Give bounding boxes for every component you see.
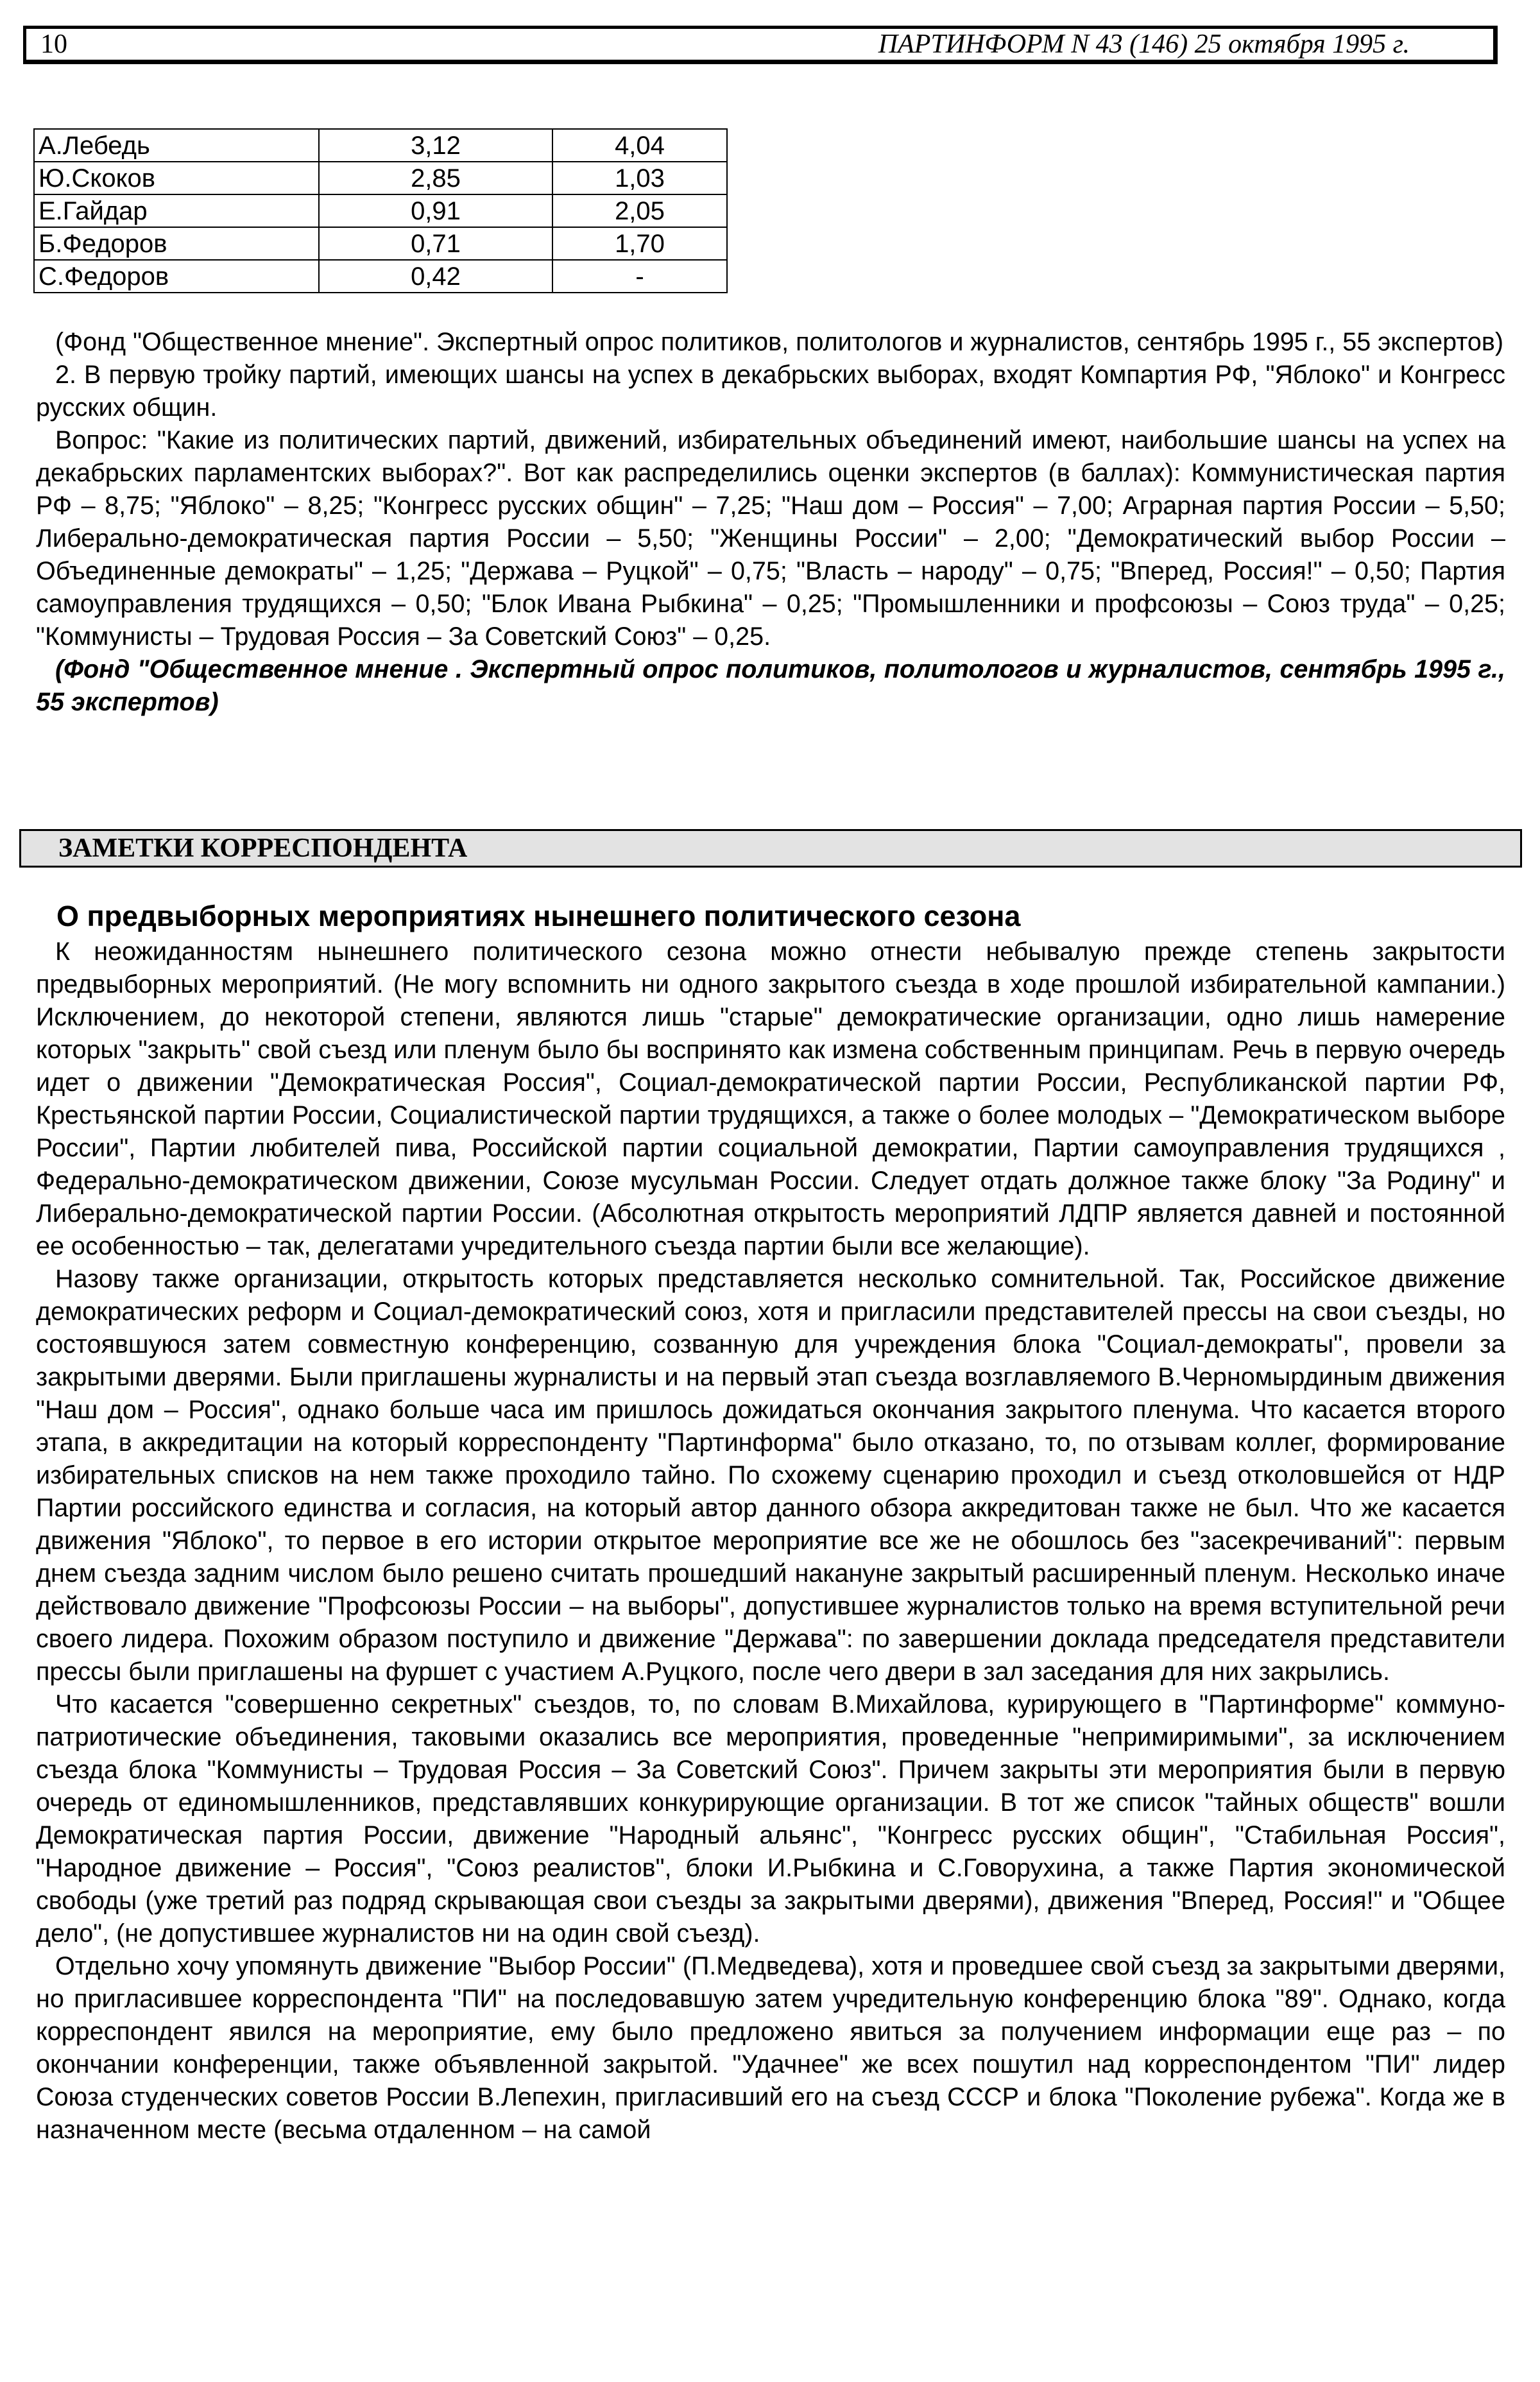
survey-block (36, 326, 1505, 719)
table-cell: 4,04 (552, 129, 727, 162)
table-row (34, 260, 727, 293)
table-cell: 2,85 (319, 162, 552, 194)
survey-source-bold: (Фонд "Общественное мнение . Экспертный опрос политиков, политологов и журналистов, сентябрь 1995 г., 55 экспертов) (36, 655, 1505, 716)
table-row (34, 129, 727, 162)
article-paragraph: Назову также организации, открытость которых представляется несколько сомнительной. Так, Российское движение демократических реформ и Социал-демократический союз, хотя и пригласили представителей прессы на свои съезды, но состоявшуюся затем совместную конференцию, созванную для учреждения блока "Социал-демократы", провели за закрытыми дверями. Были приглашены журналисты и на первый этап съезда возглавляемого В.Черномырдиным движения "Наш дом – Россия", однако больше часа им пришлось дожидаться окончания закрытого пленума. Что касается второго этапа, в аккредитации на который корреспонденту "Партинформа" было отказано, то, по отзывам коллег, формирование избирательных списков на нем также проходило тайно. По схожему сценарию проходил и съезд отколовшейся от НДР Партии российского единства и согласия, на который автор данного обзора аккредитован также не был. Что же касается движения "Яблоко", то первое в его истории открытое мероприятие все же не обошлось без "засекречиваний": первым днем съезда задним числом было решено считать прошедший накануне закрытый расширенный пленум. Несколько иначе действовало движение "Профсоюзы России – на выборы", допустившее журналистов только на время вступительной речи своего лидера. Похожим образом поступило и движение "Держава": по завершении доклада председателя представители прессы были приглашены на фуршет с участием А.Руцкого, после чего двери в зал заседания для них закрылись. (36, 1265, 1505, 1686)
article-paragraph: Что касается "совершенно секретных" съездов, то, по словам В.Михайлова, курирующего в "Партинформе" коммуно-патриотические объединения, таковыми оказались все мероприятия, проведенные "непримиримыми", за исключением съезда блока "Коммунисты – Трудовая Россия – За Советский Союз". Причем закрыты эти мероприятия были в первую очередь от единомышленников, представлявших конкурирующие организации. В тот же список "тайных обществ" вошли Демократическая партия России, движение "Народный альянс", "Конгресс русских общин", "Стабильная Россия", "Народное движение – Россия", "Союз реалистов", блоки И.Рыбкина и С.Говорухина, а также Партия экономической свободы (уже третий раз подряд скрывающая свои съезды за закрытыми дверями), движения "Вперед, Россия!" и "Общее дело", (не допустившее журналистов ни на один свой съезд). (36, 1690, 1505, 1948)
table-cell: А.Лебедь (34, 129, 319, 162)
page-number: 10 (40, 30, 67, 59)
table-cell: Б.Федоров (34, 227, 319, 260)
table-row (34, 227, 727, 260)
table-cell: 0,42 (319, 260, 552, 293)
survey-source-note: (Фонд "Общественное мнение". Экспертный опрос политиков, политологов и журналистов, сентябрь 1995 г., 55 экспертов) (55, 328, 1503, 356)
table-cell: С.Федоров (34, 260, 319, 293)
table-cell: Е.Гайдар (34, 194, 319, 227)
table-cell: - (552, 260, 727, 293)
table-cell: 2,05 (552, 194, 727, 227)
survey-point-2: 2. В первую тройку партий, имеющих шансы на успех в декабрьских выборах, входят Компартия РФ, "Яблоко" и Конгресс русских общин. (36, 361, 1505, 422)
section-heading: ЗАМЕТКИ КОРРЕСПОНДЕНТА (19, 829, 1522, 868)
publication-title: ПАРТИНФОРМ N 43 (146) 25 октября 1995 г. (878, 30, 1410, 59)
table-cell: Ю.Скоков (34, 162, 319, 194)
article-paragraph: Отдельно хочу упомянуть движение "Выбор России" (П.Медведева), хотя и проведшее свой съезд за закрытыми дверями, но пригласившее корреспондента "ПИ" на последовавшую затем учредительную конференцию блока "89". Однако, когда корреспондент явился на мероприятие, ему было предложено явиться за получением информации еще раз – по окончании конференции, также объявленной закрытой. "Удачнее" же всех пошутил над корреспондентом "ПИ" лидер Союза студенческих советов России В.Лепехин, пригласивший его на съезд СССР и блока "Поколение рубежа". Когда же в назначенном месте (весьма отдаленном – на самой (36, 1952, 1505, 2144)
article-body (36, 936, 1505, 2146)
table-cell: 1,70 (552, 227, 727, 260)
table-cell: 0,71 (319, 227, 552, 260)
survey-question: Вопрос: "Какие из политических партий, движений, избирательных объединений имеют, наибольшие шансы на успех на декабрьских парламентских выборах?". Вот как распределились оценки экспертов (в баллах): Коммунистическая партия РФ – 8,75; "Яблоко" – 8,25; "Конгресс русских общин" – 7,25; "Наш дом – Россия" – 7,00; Аграрная партия России – 5,50; Либерально-демократическая партия России – 5,50; "Женщины России" – 2,00; "Демократический выбор России – Объединенные демократы" – 1,25; "Держава – Руцкой" – 0,75; "Власть – народу" – 0,75; "Вперед, Россия!" – 0,50; Партия самоуправления трудящихся – 0,50; "Блок Ивана Рыбкина" – 0,25; "Промышленники и профсоюзы – Союз труда" – 0,25; "Коммунисты – Трудовая Россия – За Советский Союз" – 0,25. (36, 426, 1505, 651)
table-cell: 1,03 (552, 162, 727, 194)
table-row (34, 162, 727, 194)
page-header (23, 26, 1498, 64)
article-title: О предвыборных мероприятиях нынешнего политического сезона (56, 900, 1021, 932)
table-row (34, 194, 727, 227)
table-cell: 3,12 (319, 129, 552, 162)
article-paragraph: К неожиданностям нынешнего политического сезона можно отнести небывалую прежде степень закрытости предвыборных мероприятий. (Не могу вспомнить ни одного закрытого съезда в ходе прошлой избирательной кампании.) Исключением, до некоторой степени, являются лишь "старые" демократические организации, одно лишь намерение которых "закрыть" свой съезд или пленум было бы воспринято как измена собственным принципам. Речь в первую очередь идет о движении "Демократическая Россия", Социал-демократической партии России, Республиканской партии РФ, Крестьянской партии России, Социалистической партии трудящихся, а также о более молодых – "Демократическом выборе России", Партии любителей пива, Российской партии социальной демократии, Партии самоуправления трудящихся , Федерально-демократическом движении, Союзе мусульман России. Следует отдать должное также блоку "За Родину" и Либерально-демократической партии России. (Абсолютная открытость мероприятий ЛДПР является давней и постоянной ее особенностью – так, делегатами учредительного съезда партии были все желающие). (36, 938, 1505, 1260)
ratings-table (33, 128, 728, 293)
table-cell: 0,91 (319, 194, 552, 227)
